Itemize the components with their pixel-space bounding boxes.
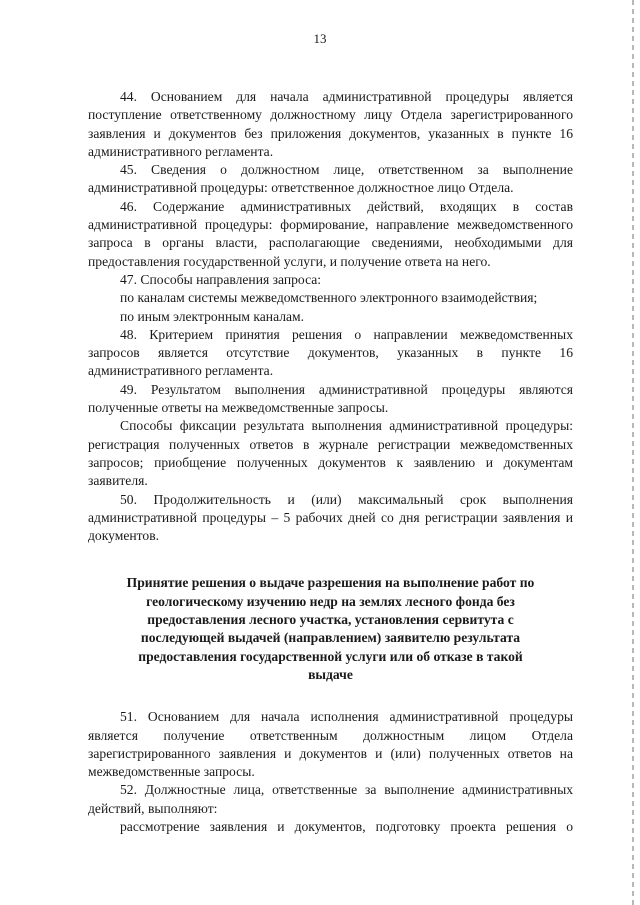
paragraph-46: 46. Содержание административных действий, входящих в состав административной процедуры: формирование, направление межведомственного запроса в органы власти, располагающие сведениями, необходимыми для предоставления государственной услуги, и получение ответа на него. — [88, 198, 573, 269]
paragraph-50: 50. Продолжительность и (или) максимальный срок выполнения административной процедуры – 5 рабочих дней со дня регистрации заявления и документов. — [88, 491, 573, 544]
paragraph-fixation-methods: Способы фиксации результата выполнения административной процедуры: регистрация полученных ответов в журнале регистрации межведомственных запросов; приобщение полученных документов к заявлению и документам заявителя. — [88, 418, 573, 489]
paragraph-consideration: рассмотрение заявления и документов, подготовку проекта решения о — [120, 818, 573, 834]
page-edge-shadow — [632, 0, 634, 905]
paragraph-45: 45. Сведения о должностном лице, ответственном за выполнение административной процедуры: ответственное должностное лицо Отдела. — [88, 162, 573, 196]
section-heading: Принятие решения о выдаче разрешения на выполнение работ по геологическому изучению недр на землях лесного фонда без предоставления лесного участка, установления сервитута с последующей выдачей (направлением) заявителю результата предоставления государственной услуги или об отказе в такой выдаче — [126, 575, 535, 682]
paragraph-44: 44. Основанием для начала административной процедуры является поступление ответственному должностному лицу Отдела зарегистрированного заявления и документов без приложения документов, указанных в пункте 16 административного регламента. — [88, 89, 573, 159]
paragraph-51: 51. Основанием для начала исполнения административной процедуры является получение ответственным должностным лицом Отдела зарегистрированного заявления и документов и (или) полученных ответов на межведомственные запросы. — [88, 709, 573, 780]
list-item-channel-smev: по каналам системы межведомственного электронного взаимодействия; — [120, 290, 538, 306]
paragraph-52: 52. Должностные лица, ответственные за выполнение административных действий, выполняют: — [88, 782, 573, 816]
page-number: 13 — [313, 31, 327, 46]
list-item-channel-other: по иным электронным каналам. — [120, 308, 305, 324]
document-body — [88, 88, 573, 836]
paragraph-47: 47. Способы направления запроса: — [120, 271, 322, 287]
paragraph-48: 48. Критерием принятия решения о направлении межведомственных запросов является отсутствие документов, указанных в пункте 16 административного регламента. — [88, 326, 573, 379]
paragraph-49: 49. Результатом выполнения административной процедуры являются полученные ответы на межведомственные запросы. — [88, 381, 573, 416]
